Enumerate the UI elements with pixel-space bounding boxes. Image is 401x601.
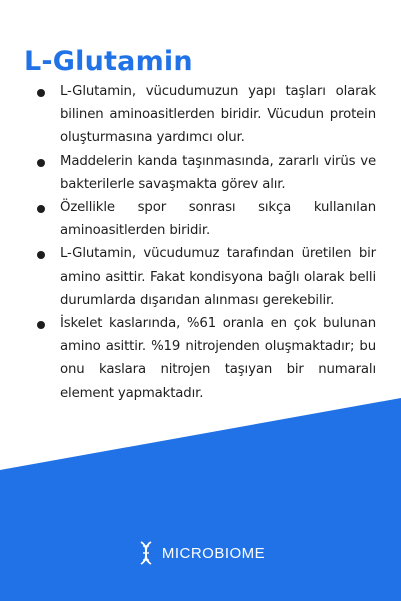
list-item-text: L-Glutamin, vücudumuz tarafından üretilen bir amino asittir. Fakat kondisyona bağlı olarak belli durumlarda dışarıdan alınması gerekebilir. — [60, 246, 376, 308]
list-item — [34, 150, 376, 196]
brand-logo — [0, 540, 401, 566]
list-item-text: L-Glutamin, vücudumuzun yapı taşları olarak bilinen aminoasitlerden biridir. Vücudun protein oluşturmasına yardımcı olur. — [60, 84, 376, 146]
list-item — [34, 312, 376, 405]
bullet-dot-icon — [37, 251, 45, 259]
list-item — [34, 242, 376, 312]
bullet-dot-icon — [37, 321, 45, 329]
list-item-text: Özellikle spor sonrası sıkça kullanılan aminoasitlerden biridir. — [60, 200, 376, 239]
list-item-text: İskelet kaslarında, %61 oranla en çok bulunan amino asittir. %19 nitrojenden oluşmaktadır; bu onu kaslara nitrojen taşıyan bir numaralı element yapmaktadır. — [60, 316, 376, 401]
page-title: L-Glutamin — [24, 46, 193, 77]
bullet-list — [34, 80, 376, 405]
bullet-dot-icon — [37, 89, 45, 97]
brand-name: MICROBIOME — [161, 544, 266, 562]
dna-helix-icon — [136, 540, 156, 566]
bullet-dot-icon — [37, 159, 45, 167]
list-item — [34, 80, 376, 150]
bullet-dot-icon — [37, 205, 45, 213]
list-item-text: Maddelerin kanda taşınmasında, zararlı virüs ve bakterilerle savaşmakta görev alır. — [60, 153, 376, 192]
list-item — [34, 196, 376, 242]
